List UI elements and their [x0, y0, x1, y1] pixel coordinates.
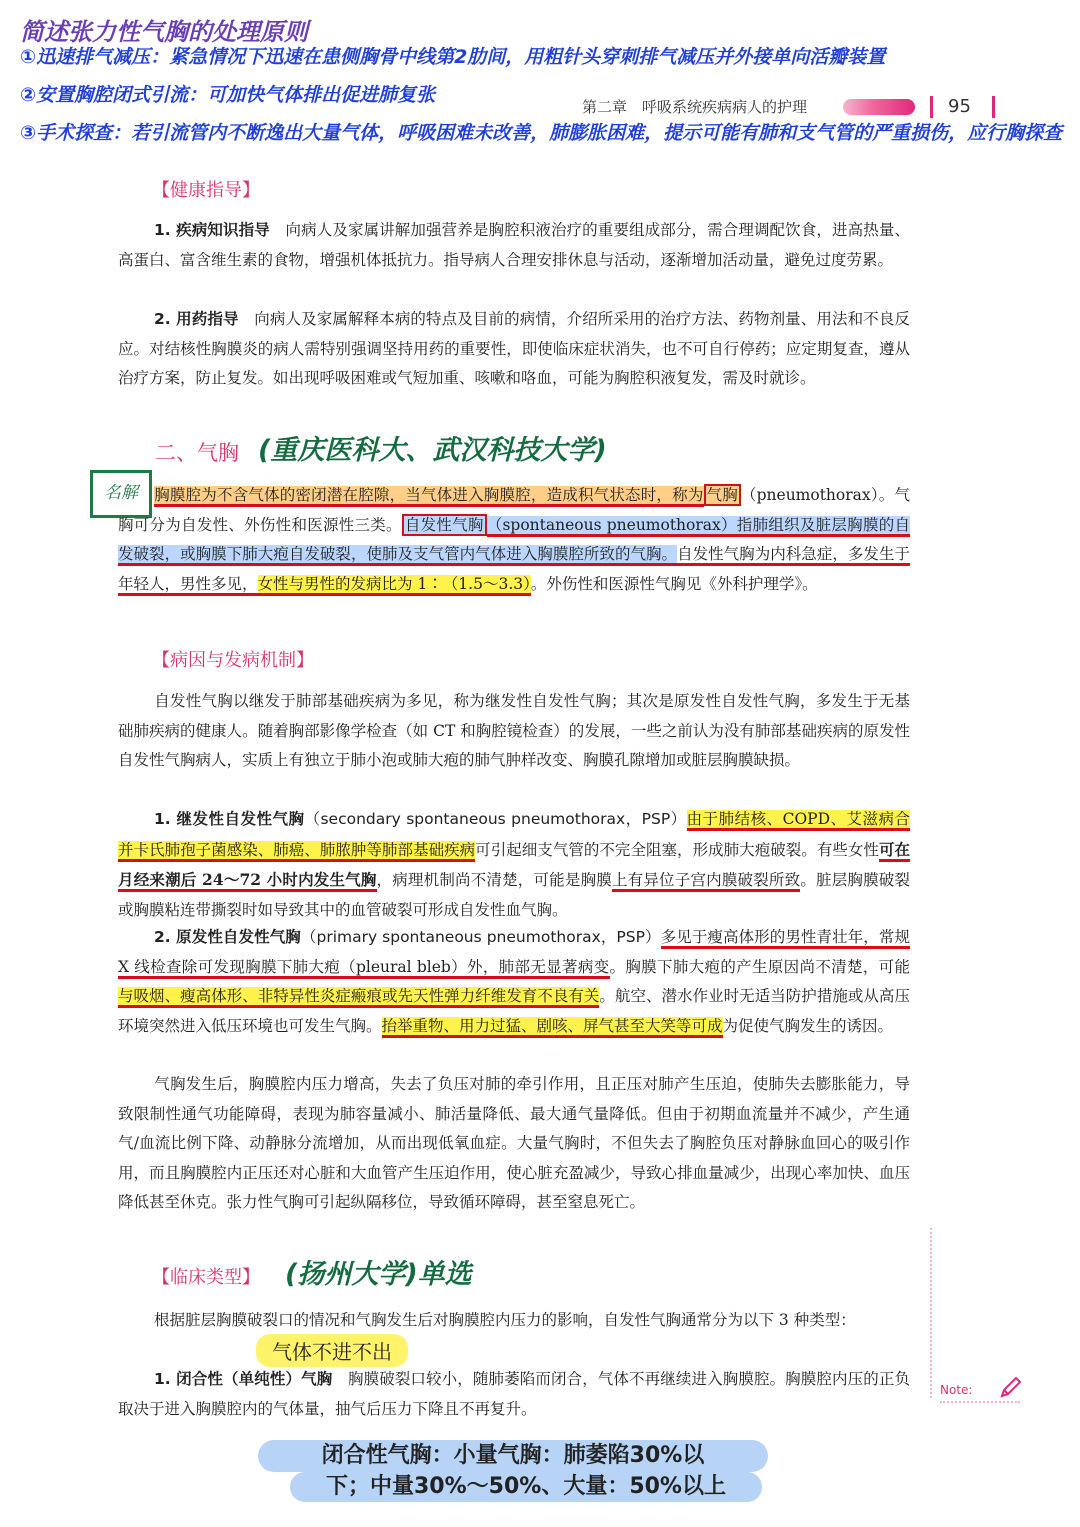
header-separator	[992, 96, 995, 118]
note-line	[940, 1401, 1020, 1403]
handwritten-title: 简述张力性气胸的处理原则	[20, 18, 308, 46]
handwritten-school-note: (重庆医科大、武汉科技大学)	[258, 435, 607, 466]
section-heading-pneumothorax: 二、气胸	[155, 441, 239, 465]
chapter-title: 第二章 呼吸系统疾病病人的护理	[582, 98, 808, 116]
paragraph-disease-knowledge: 1. 疾病知识指导 向病人及家属讲解加强营养是胸腔积液治疗的重要组成部分，需合理调配饮食，进高热量、高蛋白、富含维生素的食物，增强机体抵抗力。指导病人合理安排休息与活动，逐渐增加活动量，避免过度劳累。	[118, 221, 910, 269]
summary-annotation-line-2: 下；中量30%～50%、大量：50%以上	[290, 1472, 762, 1502]
section-heading-clinical-types: 【临床类型】	[152, 1267, 260, 1288]
paragraph-closed-pneumothorax: 1. 闭合性（单纯性）气胸 胸膜破裂口较小，随肺萎陷而闭合，气体不再继续进入胸膜腔。胸膜腔内压的正负取决于进入胸膜腔内的气体量，抽气后压力下降且不再复升。	[118, 1370, 910, 1418]
handwritten-term-label: 名解	[90, 470, 152, 518]
paragraph-etiology-intro: 自发性气胸以继发于肺部基础疾病为多见，称为继发性自发性气胸；其次是原发性自发性气胸，多发生于无基础肺疾病的健康人。随着胸部影像学检查（如 CT 和胸腔镜检查）的发展，一些之前认为没有肺部基础疾病的原发性自发性气胸病人，实质上有独立于肺小泡或肺大疱的肺气肿样改变、胸膜孔隙增加或脏层胸膜缺损。	[118, 692, 910, 769]
paragraph-clinical-intro: 根据脏层胸膜破裂口的情况和气胸发生后对胸膜腔内压力的影响，自发性气胸通常分为以下 3 种类型：	[154, 1311, 856, 1329]
pencil-icon	[998, 1374, 1024, 1400]
handwritten-note-1: ①迅速排气减压：紧急情况下迅速在患侧胸骨中线第2肋间，用粗针头穿刺排气减压并外接单向活瓣装置	[20, 46, 886, 68]
annotation-pill: 气体不进不出	[256, 1334, 408, 1367]
handwritten-note-2: ②安置胸腔闭式引流：可加快气体排出促进肺复张	[20, 84, 436, 106]
section-heading-etiology: 【病因与发病机制】	[152, 650, 314, 671]
paragraph-secondary-spontaneous: 1. 继发性自发性气胸（secondary spontaneous pneumothorax，PSP）由于肺结核、COPD、艾滋病合并卡氏肺孢子菌感染、肺癌、肺脓肿等肺部基础疾病可引起细支气管的不完全阻塞，形成肺大疱破裂。有些女性可在月经来潮后 24～72 小时内发生气胸，病理机制尚不清楚，可能是胸膜上有异位子宫内膜破裂所致。脏层胸膜破裂或胸膜粘连带撕裂时如导致其中的血管破裂可形成自发性血气胸。	[118, 810, 910, 919]
section-heading-health-guide: 【健康指导】	[152, 180, 260, 201]
paragraph-pathophysiology: 气胸发生后，胸膜腔内压力增高，失去了负压对肺的牵引作用，且正压对肺产生压迫，使肺失去膨胀能力，导致限制性通气功能障碍，表现为肺容量减小、肺活量降低、最大通气量降低。但由于初期血流量并不减少，产生通气/血流比例下降、动静脉分流增加，从而出现低氧血症。大量气胸时，不但失去了胸腔负压对静脉血回心的吸引作用，而且胸膜腔内正压还对心脏和大血管产生压迫作用，使心脏充盈减少，导致心排血量减少，出现心率加快、血压降低甚至休克。张力性气胸可引起纵隔移位，导致循环障碍，甚至窒息死亡。	[118, 1075, 910, 1211]
handwritten-exam-note: (扬州大学)单选	[285, 1259, 472, 1290]
header-decor-bar	[843, 99, 915, 115]
note-label: Note:	[940, 1383, 973, 1397]
header-separator	[930, 96, 933, 118]
paragraph-pneumothorax-definition: 胸膜腔为不含气体的密闭潜在腔隙，当气体进入胸膜腔，造成积气状态时，称为 气胸 （pneumothorax）。气胸可分为自发性、外伤性和医源性三类。 自发性气胸 （spontaneous pneumothorax）指肺组织及脏层胸膜的自发破裂，或胸膜下肺大疱自发破裂，使肺及支气管内气体进入胸膜腔所致的气胸。自发性气胸为内科急症，多发生于年轻人，男性多见，女性与男性的发病比为 1∶（1.5～3.3）。外伤性和医源性气胸见《外科护理学》。	[118, 481, 910, 599]
note-margin	[930, 1228, 934, 1398]
paragraph-primary-spontaneous: 2. 原发性自发性气胸（primary spontaneous pneumothorax，PSP）多见于瘦高体形的男性青壮年，常规 X 线检查除可发现胸膜下肺大疱（pleural bleb）外，肺部无显著病变。胸膜下肺大疱的产生原因尚不清楚，可能与吸烟、瘦高体形、非特异性炎症瘢痕或先天性弹力纤维发育不良有关。航空、潜水作业时无适当防护措施或从高压环境突然进入低压环境也可发生气胸。抬举重物、用力过猛、剧咳、屏气甚至大笑等可成为促使气胸发生的诱因。	[118, 923, 910, 1041]
paragraph-medication-guide: 2. 用药指导 向病人及家属解释本病的特点及目前的病情，介绍所采用的治疗方法、药物剂量、用法和不良反应。对结核性胸膜炎的病人需特别强调坚持用药的重要性，即使临床症状消失，也不可自行停药；应定期复查，遵从治疗方案，防止复发。如出现呼吸困难或气短加重、咳嗽和咯血，可能为胸腔积液复发，需及时就诊。	[118, 310, 910, 387]
page-number: 95	[948, 96, 971, 117]
summary-annotation-line-1: 闭合性气胸：小量气胸：肺萎陷30%以	[258, 1440, 768, 1472]
handwritten-note-3: ③手术探查：若引流管内不断逸出大量气体，呼吸困难未改善，肺膨胀困难，提示可能有肺和支气管的严重损伤，应行胸探查	[20, 122, 1063, 144]
